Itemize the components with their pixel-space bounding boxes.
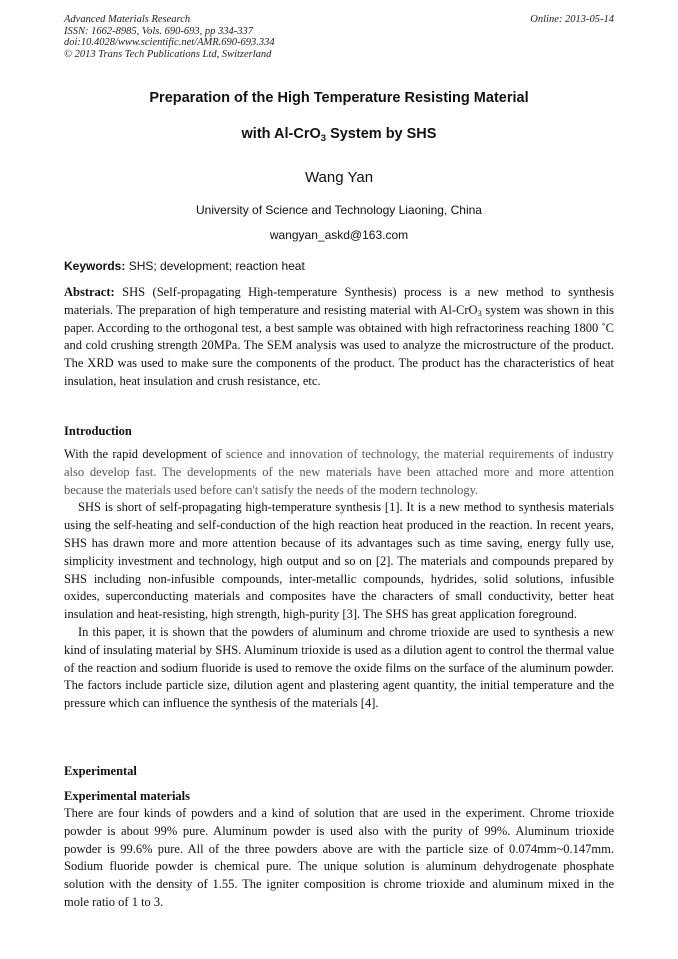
author-email[interactable]: wangyan_askd@163.com (269, 228, 409, 242)
journal-copyright: © 2013 Trans Tech Publications Ltd, Switzerland (64, 48, 272, 60)
author-affiliation: University of Science and Technology Liaoning, China (196, 203, 482, 217)
subsection-heading-materials: Experimental materials (64, 789, 191, 803)
journal-doi[interactable]: doi:10.4028/www.scientific.net/AMR.690-693.334 (64, 37, 275, 48)
introduction-body (64, 446, 614, 713)
paper-title-line1: Preparation of the High Temperature Resisting Material (149, 90, 529, 106)
paragraph: With the rapid development of science and innovation of technology, the material requirements of industry also develop fast. The developments of the new materials have been attached more and more attention because the materials used before can't satisfy the needs of the modern technology. (64, 447, 614, 497)
journal-name: Advanced Materials Research (64, 14, 191, 25)
journal-issn: ISSN: 1662-8985, Vols. 690-693, pp 334-337 (64, 25, 253, 37)
abstract-label: Abstract: (64, 285, 115, 299)
keywords-label: Keywords: (64, 259, 126, 273)
paragraph: SHS is short of self-propagating high-temperature synthesis [1]. It is a new method to synthesis materials using the self-heating and self-conduction of the high reaction heat produced in the reaction. In recent years, SHS has drawn more and more attention because of its advantages such as time saving, energy fully use, simplicity investment and technology, high output and so on [2]. The materials and compounds prepared by SHS including non-infusible compounds, inter-metallic compounds, hydrides, solid solutions, infusible oxides, superconducting materials and composites have the characters of small conductivity, better heat insulation and heat-resisting, high strength, high-purity [3]. The SHS has great application foreground. (64, 500, 614, 622)
journal-header (64, 14, 275, 60)
keywords-text: SHS; development; reaction heat (125, 259, 305, 273)
paragraph: There are four kinds of powders and a kind of solution that are used in the experiment. Chrome trioxide powder is about 99% pure. Aluminum powder is used also with the purity of 99%. Aluminum trioxide powder is 99.6% pure. All of the three powders above are with the particle size of 0.074mm~0.147mm. Sodium fluoride powder is chemical pure. The unique solution is aluminum dehydrogenate phosphate solution with the density of 1.55. The igniter composition is chrome trioxide and aluminum mixed in the mole ratio of 1 to 3. (64, 806, 614, 909)
paper-title-line2: with Al-CrO$_3$ System by SHS (241, 126, 437, 144)
section-heading-experimental: Experimental (64, 764, 137, 778)
experimental-materials-body (64, 805, 614, 912)
section-heading-introduction: Introduction (64, 424, 132, 438)
online-date: Online: 2013-05-14 (530, 14, 614, 25)
paragraph: In this paper, it is shown that the powders of aluminum and chrome trioxide are used to synthesis a new kind of insulating material by SHS. Aluminum trioxide is used as a dilution agent to control the thermal value of the reaction and sodium fluoride is used to remove the oxide films on the surface of the aluminum powder. The factors include particle size, dilution agent and plastering agent quantity, the initial temperature and the pressure which can influence the synthesis of the materials [4]. (64, 624, 614, 711)
keywords (64, 259, 305, 273)
author-name: Wang Yan (304, 169, 374, 186)
abstract: Abstract: SHS (Self-propagating High-temperature Synthesis) process is a new method to synthesis materials. The preparation of high temperature and resisting material with Al-CrO$_3$ system was shown in this paper. According to the orthogonal test, a best sample was obtained with high refractoriness reaching 1800 ˚C and cold crushing strength 20MPa. The SEM analysis was used to analyze the microstructure of the product. The XRD was used to make sure the components of the product. The product has the characteristics of heat insulation, heat insulation and crush resistance, etc. (64, 285, 614, 388)
